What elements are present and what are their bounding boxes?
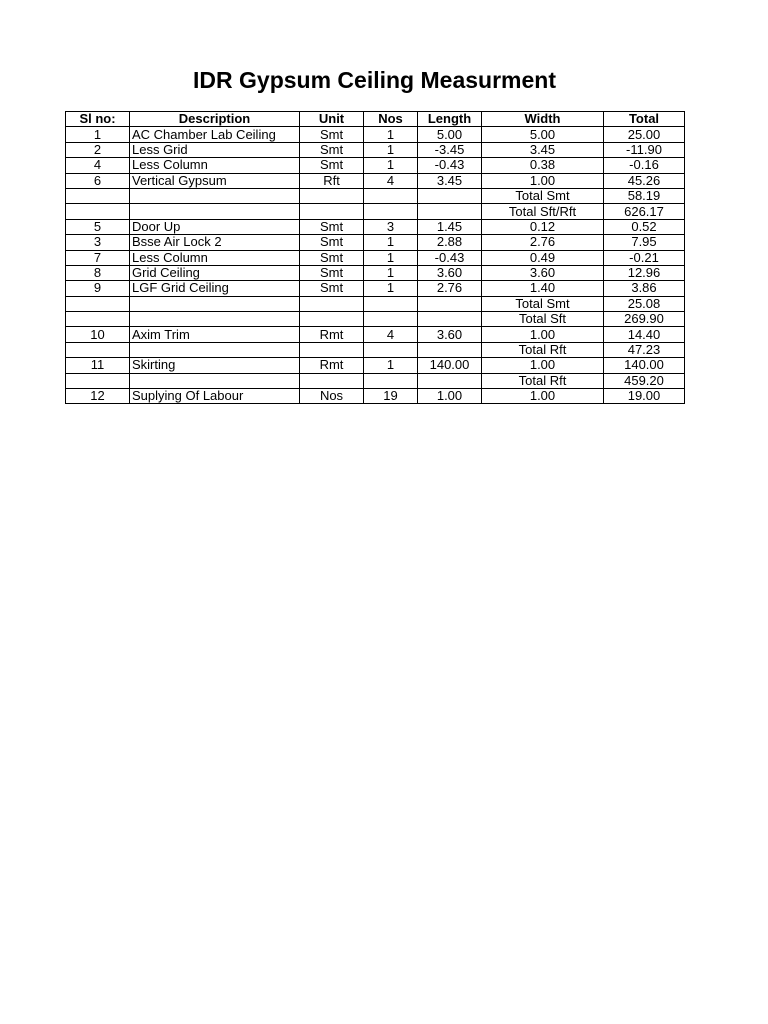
cell-sl-no: 4	[66, 158, 130, 173]
cell-unit	[300, 296, 364, 311]
cell-total: -0.21	[604, 250, 685, 265]
table-row	[66, 373, 685, 388]
cell-length: 2.88	[418, 235, 482, 250]
table-row	[66, 173, 685, 188]
cell-unit	[300, 204, 364, 219]
cell-nos: 1	[364, 281, 418, 296]
cell-sl-no: 11	[66, 358, 130, 373]
table-row	[66, 188, 685, 203]
cell-unit: Smt	[300, 142, 364, 157]
cell-sl-no: 5	[66, 219, 130, 234]
measurement-table	[65, 111, 685, 404]
cell-total: 7.95	[604, 235, 685, 250]
cell-description: AC Chamber Lab Ceiling	[130, 127, 300, 142]
cell-total: -11.90	[604, 142, 685, 157]
cell-total: 3.86	[604, 281, 685, 296]
table-row	[66, 158, 685, 173]
cell-width: 1.00	[482, 358, 604, 373]
table-row	[66, 204, 685, 219]
cell-unit	[300, 373, 364, 388]
cell-unit: Smt	[300, 158, 364, 173]
cell-nos: 1	[364, 265, 418, 280]
cell-total: 25.08	[604, 296, 685, 311]
cell-length: 5.00	[418, 127, 482, 142]
cell-total: 47.23	[604, 342, 685, 357]
cell-length	[418, 373, 482, 388]
cell-length	[418, 296, 482, 311]
cell-nos	[364, 296, 418, 311]
cell-description	[130, 188, 300, 203]
cell-description	[130, 204, 300, 219]
cell-sl-no: 6	[66, 173, 130, 188]
column-header-unit: Unit	[300, 112, 364, 127]
table-row	[66, 127, 685, 142]
cell-description	[130, 373, 300, 388]
page-title: IDR Gypsum Ceiling Measurment	[193, 67, 556, 93]
cell-unit: Smt	[300, 250, 364, 265]
table-row	[66, 265, 685, 280]
cell-width: 2.76	[482, 235, 604, 250]
table-row	[66, 312, 685, 327]
cell-total: 19.00	[604, 389, 685, 404]
cell-width: Total Sft	[482, 312, 604, 327]
cell-nos	[364, 312, 418, 327]
cell-unit	[300, 342, 364, 357]
cell-sl-no: 9	[66, 281, 130, 296]
cell-width: 0.12	[482, 219, 604, 234]
table-row	[66, 219, 685, 234]
cell-description	[130, 296, 300, 311]
cell-description: Less Column	[130, 250, 300, 265]
table-row	[66, 142, 685, 157]
cell-nos: 1	[364, 158, 418, 173]
cell-length: -3.45	[418, 142, 482, 157]
cell-sl-no: 12	[66, 389, 130, 404]
cell-sl-no	[66, 312, 130, 327]
cell-total: 14.40	[604, 327, 685, 342]
cell-nos: 1	[364, 235, 418, 250]
cell-sl-no: 1	[66, 127, 130, 142]
cell-description: Suplying Of Labour	[130, 389, 300, 404]
cell-total: 45.26	[604, 173, 685, 188]
cell-total: 626.17	[604, 204, 685, 219]
cell-unit: Rmt	[300, 327, 364, 342]
cell-total: 58.19	[604, 188, 685, 203]
table-row	[66, 235, 685, 250]
cell-length: -0.43	[418, 158, 482, 173]
cell-width: 0.38	[482, 158, 604, 173]
cell-length: -0.43	[418, 250, 482, 265]
header-row	[66, 112, 685, 127]
cell-total: 269.90	[604, 312, 685, 327]
cell-length	[418, 312, 482, 327]
cell-unit	[300, 312, 364, 327]
cell-nos: 1	[364, 250, 418, 265]
cell-length	[418, 342, 482, 357]
cell-width: 3.45	[482, 142, 604, 157]
cell-width: 1.40	[482, 281, 604, 296]
cell-total: -0.16	[604, 158, 685, 173]
cell-length: 1.45	[418, 219, 482, 234]
table-row	[66, 296, 685, 311]
cell-unit: Smt	[300, 281, 364, 296]
cell-width: 0.49	[482, 250, 604, 265]
table-row	[66, 281, 685, 296]
cell-width: Total Rft	[482, 342, 604, 357]
cell-sl-no: 2	[66, 142, 130, 157]
cell-sl-no: 10	[66, 327, 130, 342]
column-header-description: Description	[130, 112, 300, 127]
cell-width: 5.00	[482, 127, 604, 142]
cell-total: 140.00	[604, 358, 685, 373]
cell-description: Door Up	[130, 219, 300, 234]
cell-nos: 1	[364, 127, 418, 142]
cell-sl-no	[66, 373, 130, 388]
cell-sl-no	[66, 296, 130, 311]
cell-unit: Smt	[300, 235, 364, 250]
cell-length: 3.60	[418, 265, 482, 280]
cell-width: 1.00	[482, 389, 604, 404]
cell-description: Bsse Air Lock 2	[130, 235, 300, 250]
table-row	[66, 250, 685, 265]
cell-description	[130, 312, 300, 327]
column-header-nos: Nos	[364, 112, 418, 127]
cell-nos: 3	[364, 219, 418, 234]
column-header-sl-no: Sl no:	[66, 112, 130, 127]
table-row	[66, 358, 685, 373]
cell-sl-no	[66, 204, 130, 219]
table-row	[66, 342, 685, 357]
cell-nos: 4	[364, 327, 418, 342]
cell-width: 1.00	[482, 173, 604, 188]
cell-total: 459.20	[604, 373, 685, 388]
cell-nos	[364, 188, 418, 203]
cell-total: 0.52	[604, 219, 685, 234]
column-header-total: Total	[604, 112, 685, 127]
column-header-width: Width	[482, 112, 604, 127]
cell-nos: 1	[364, 358, 418, 373]
cell-sl-no: 8	[66, 265, 130, 280]
cell-length: 3.60	[418, 327, 482, 342]
cell-unit: Smt	[300, 265, 364, 280]
cell-width: Total Rft	[482, 373, 604, 388]
cell-sl-no: 3	[66, 235, 130, 250]
cell-description: Vertical Gypsum	[130, 173, 300, 188]
cell-nos	[364, 373, 418, 388]
cell-description	[130, 342, 300, 357]
cell-length: 3.45	[418, 173, 482, 188]
cell-width: Total Sft/Rft	[482, 204, 604, 219]
cell-width: 1.00	[482, 327, 604, 342]
cell-length: 140.00	[418, 358, 482, 373]
cell-nos: 19	[364, 389, 418, 404]
cell-sl-no: 7	[66, 250, 130, 265]
cell-length: 1.00	[418, 389, 482, 404]
cell-description: Skirting	[130, 358, 300, 373]
cell-width: Total Smt	[482, 296, 604, 311]
cell-unit: Rmt	[300, 358, 364, 373]
cell-description: LGF Grid Ceiling	[130, 281, 300, 296]
cell-nos	[364, 204, 418, 219]
cell-width: Total Smt	[482, 188, 604, 203]
cell-length: 2.76	[418, 281, 482, 296]
table-row	[66, 327, 685, 342]
column-header-length: Length	[418, 112, 482, 127]
cell-description: Less Column	[130, 158, 300, 173]
cell-total: 25.00	[604, 127, 685, 142]
cell-width: 3.60	[482, 265, 604, 280]
cell-unit	[300, 188, 364, 203]
cell-total: 12.96	[604, 265, 685, 280]
cell-length	[418, 204, 482, 219]
cell-nos: 1	[364, 142, 418, 157]
cell-nos: 4	[364, 173, 418, 188]
cell-description: Axim Trim	[130, 327, 300, 342]
cell-length	[418, 188, 482, 203]
cell-unit: Nos	[300, 389, 364, 404]
cell-unit: Smt	[300, 127, 364, 142]
table-body	[66, 127, 685, 404]
cell-description: Less Grid	[130, 142, 300, 157]
cell-sl-no	[66, 188, 130, 203]
cell-unit: Smt	[300, 219, 364, 234]
cell-nos	[364, 342, 418, 357]
cell-description: Grid Ceiling	[130, 265, 300, 280]
table-row	[66, 389, 685, 404]
cell-unit: Rft	[300, 173, 364, 188]
cell-sl-no	[66, 342, 130, 357]
